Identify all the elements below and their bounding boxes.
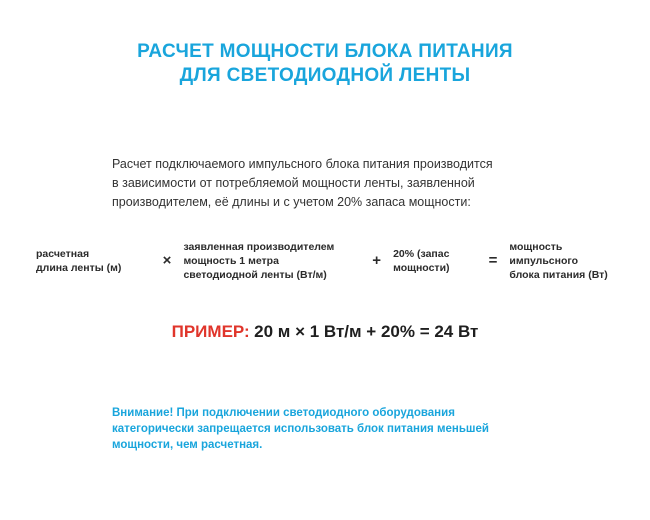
intro-line-2: в зависимости от потребляемой мощности ленты, заявленной <box>112 176 475 190</box>
example-expression: 20 м × 1 Вт/м + 20% = 24 Вт <box>254 322 479 341</box>
plus-operator: + <box>372 252 382 269</box>
formula-term-result <box>509 240 626 282</box>
formula-term-power-per-meter-line-1: заявленная производителем <box>183 241 335 253</box>
warning-line-1: Внимание! При подключении светодиодного оборудования <box>112 407 455 419</box>
formula-term-length-line-2: длина ленты (м) <box>36 262 122 274</box>
formula-term-length-line-1: расчетная <box>36 248 90 260</box>
intro-paragraph <box>112 155 552 212</box>
example-label: ПРИМЕР: <box>171 322 250 341</box>
warning-line-2: категорически запрещается использовать блок питания меньшей <box>112 423 489 435</box>
formula-row <box>36 240 626 282</box>
intro-line-1: Расчет подключаемого импульсного блока питания производится <box>112 157 493 171</box>
formula-term-result-line-2: импульсного <box>509 255 579 267</box>
formula-term-length <box>36 247 151 275</box>
formula-term-power-per-meter-line-2: мощность 1 метра <box>183 255 279 267</box>
warning-line-3: мощности, чем расчетная. <box>112 439 263 451</box>
formula-term-reserve <box>393 247 477 275</box>
title-line-1: РАСЧЕТ МОЩНОСТИ БЛОКА ПИТАНИЯ <box>137 41 513 62</box>
equals-operator: = <box>488 252 498 269</box>
formula-term-power-per-meter-line-3: светодиодной ленты (Вт/м) <box>183 269 327 281</box>
warning-note <box>112 405 562 453</box>
intro-line-3: производителем, её длины и с учетом 20% запаса мощности: <box>112 195 471 209</box>
formula-term-power-per-meter <box>183 240 360 282</box>
formula-term-reserve-line-1: 20% (запас <box>393 248 450 260</box>
example-line <box>0 322 650 342</box>
formula-term-result-line-3: блока питания (Вт) <box>509 269 608 281</box>
formula-term-reserve-line-2: мощности) <box>393 262 450 274</box>
title-line-2: ДЛЯ СВЕТОДИОДНОЙ ЛЕНТЫ <box>179 65 471 86</box>
multiply-operator: × <box>162 252 172 269</box>
formula-term-result-line-1: мощность <box>509 241 563 253</box>
page-title <box>0 40 650 88</box>
